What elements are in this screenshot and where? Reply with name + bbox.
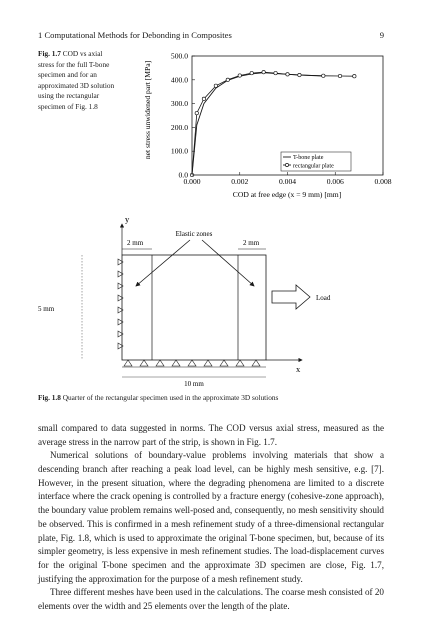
data-point [202, 97, 205, 100]
y-tick-label: 100.0 [170, 146, 188, 156]
bottom-roller-supports [122, 360, 266, 367]
data-point [238, 74, 241, 77]
elastic-zones-label: Elastic zones [175, 230, 213, 238]
body-text [38, 422, 384, 614]
data-point [262, 70, 265, 73]
data-point [250, 71, 253, 74]
data-point [286, 73, 289, 76]
x-axis-symbol: x [296, 364, 301, 374]
running-title: 1 Computational Methods for Debonding in Composites [38, 30, 232, 40]
load-arrow [272, 285, 310, 309]
data-point [338, 74, 341, 77]
x-tick-label: 0.006 [326, 177, 344, 186]
data-point [322, 74, 325, 77]
width-dim-label: 10 mm [184, 380, 204, 388]
data-point [274, 71, 277, 74]
fig-1-7-chart [0, 0, 422, 215]
fig-1-8-caption-text: Quarter of the rectangular specimen used in the approximate 3D solutions [62, 393, 279, 402]
data-point [214, 84, 217, 87]
dim-label-right: 2 mm [243, 239, 260, 247]
plate-outline [122, 255, 266, 360]
x-tick-label: 0.000 [183, 177, 201, 186]
y-tick-label: 0.0 [178, 170, 188, 180]
data-point [353, 75, 356, 78]
y-tick-label: 500.0 [170, 51, 188, 61]
x-tick-label: 0.002 [231, 177, 249, 186]
y-tick-label: 400.0 [170, 75, 188, 85]
dim-label-left: 2 mm [127, 239, 144, 247]
fig-1-7-label: Fig. 1.7 [38, 49, 61, 58]
y-tick-label: 200.0 [170, 122, 188, 132]
paragraph-3: Three different meshes have been used in the calculations. The coarse mesh consisted of 20 elements over the width and 25 elements over the length of the plate. [38, 587, 384, 611]
y-axis-label: net stress unwidened part [MPa] [143, 60, 152, 160]
page-number: 9 [379, 30, 384, 40]
x-tick-label: 0.004 [278, 177, 297, 186]
fig-1-8-diagram [0, 200, 422, 390]
data-point [298, 73, 301, 76]
data-point [195, 111, 198, 114]
fig-1-7-caption-text: COD vs axial stress for the full T-bone specimen and for an approximated 3D solution using the rectangular specimen of Fig. 1.8 [38, 49, 115, 111]
data-point [226, 78, 229, 81]
height-dim-label: 5 mm [38, 305, 55, 313]
load-label: Load [316, 294, 331, 302]
paragraph-1: small compared to data suggested in norms. The COD versus axial stress, measured as the average stress in the narrow part of the strip, is shown in Fig. 1.7. [38, 423, 384, 447]
paragraph-2: Numerical solutions of boundary-value problems involving materials that show a descending branch after reaching a peak load level, can be highly mesh sensitive, e.g. [7]. However, in the present situation, where the degrading phenomena are limited to a discrete interface where the crack opening is controlled by a fracture energy (cohesive-zone approach), the boundary value problem remains well-posed and, consequently, no mesh sensitivity should be observed. This is confirmed in a mesh refinement study of a three-dimensional rectangular plate, Fig. 1.8, which is used to approximate the original T-bone specimen, but, because of its simpler geometry, is less expensive in mesh refinement studies. The load-displacement curves for the original T-bone specimen and the approximate 3D specimen are close, Fig. 1.7, justifying the approximation for the purpose of a mesh refinement study. [38, 450, 384, 584]
elastic-zone-pointer-left [136, 240, 190, 286]
chart-legend [281, 152, 351, 171]
legend-label-rect: rectangular plate [293, 163, 334, 170]
legend-marker-rect [285, 163, 288, 166]
fig-1-8-label: Fig. 1.8 [38, 393, 61, 402]
y-axis-symbol: y [125, 214, 130, 224]
x-tick-label: 0.008 [374, 177, 392, 186]
x-axis-label: COD at free edge (x = 9 mm) [mm] [232, 190, 342, 199]
legend-label-tbone: T-bone plate [293, 155, 324, 161]
fig-1-8-caption [38, 393, 398, 402]
y-tick-label: 300.0 [170, 99, 188, 109]
